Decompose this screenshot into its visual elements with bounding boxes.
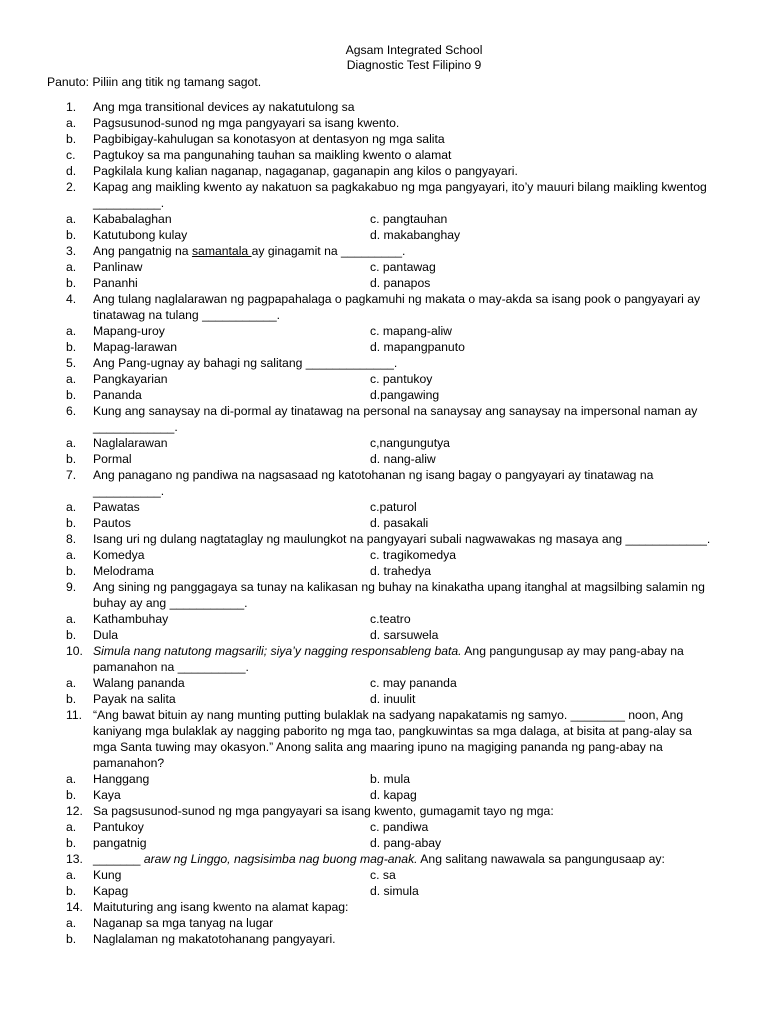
question-4: 4. Ang tulang naglalarawan ng pagpapahalaga o pagkamuhi ng makata o may-akda sa isang pook o pangyayari ay tinatawag na tulang ___________. <box>66 292 701 322</box>
school-name: Agsam Integrated School <box>345 43 483 57</box>
q1-choice-b: b. Pagbibigay-kahulugan sa konotasyon at dentasyon ng mga salita <box>66 132 445 146</box>
q9-choices-ac: a. Kathambuhay c.teatro <box>66 612 411 626</box>
test-title: Diagnostic Test Filipino 9 <box>346 58 482 72</box>
q14-choice-b: b. Naglalaman ng makatotohanang pangyayari. <box>66 932 336 946</box>
q4-choices-bd: b. Mapag-larawan d. mapangpanuto <box>66 340 465 354</box>
document-header <box>0 43 768 73</box>
q12-choices-ac: a. Pantukoy c. pandiwa <box>66 820 429 834</box>
question-8: 8. Isang uri ng dulang nagtataglay ng maulungkot na pangyayari subali nagwawakas ng masaya ang ____________. <box>66 532 711 546</box>
italic-sentence: Simula nang natutong magsarili; siya’y nagging responsableng bata. <box>93 644 462 658</box>
q6-choices-bd: b. Pormal d. nang-aliw <box>66 452 436 466</box>
question-12: 12. Sa pagsusunod-sunod ng mga pangyayari sa isang kwento, gumagamit tayo ng mga: <box>66 804 554 818</box>
question-2: 2. Kapag ang maikling kwento ay nakatuon sa pagkakabuo ng mga pangyayari, ito’y mauuri bilang maikling kwentog __________. <box>66 180 707 210</box>
q1-choice-d: d. Pagkilala kung kalian naganap, nagaganap, gaganapin ang kilos o pangyayari. <box>66 164 518 178</box>
q8-choices-bd: b. Melodrama d. trahedya <box>66 564 431 578</box>
question-3: 3. Ang pangatnig na samantala ay ginagamit na _________. <box>66 244 406 258</box>
question-13: 13. _______ araw ng Linggo, nagsisimba nag buong mag-anak. Ang salitang nawawala sa pangungusaap ay: <box>66 852 665 866</box>
question-6: 6. Kung ang sanaysay na di-pormal ay tinatawag na personal na sanaysay ang sanaysay na impersonal naman ay ____________. <box>66 404 698 434</box>
q1-choice-a: a. Pagsusunod-sunod ng mga pangyayari sa isang kwento. <box>66 116 400 130</box>
q6-choices-ac: a. Naglalarawan c,nangungutya <box>66 436 450 450</box>
question-5: 5. Ang Pang-ugnay ay bahagi ng salitang _____________. <box>66 356 398 370</box>
question-14: 14. Maituturing ang isang kwento na alamat kapag: <box>66 900 349 914</box>
q11-choices-ac: a. Hanggang b. mula <box>66 772 410 786</box>
italic-sentence: araw ng Linggo, nagsisimba nag buong mag-anak. <box>143 852 418 866</box>
q2-choices-bd: b. Katutubong kulay d. makabanghay <box>66 228 461 242</box>
question-7: 7. Ang panagano ng pandiwa na nagsasaad ng katotohanan ng isang bagay o pangyayari ay tinatawag na __________. <box>66 468 654 498</box>
q9-choices-bd: b. Dula d. sarsuwela <box>66 628 439 642</box>
q2-choices-ac: a. Kababalaghan c. pangtauhan <box>66 212 448 226</box>
q8-choices-ac: a. Komedya c. tragikomedya <box>66 548 457 562</box>
q10-choices-ac: a. Walang pananda c. may pananda <box>66 676 457 690</box>
q13-choices-ac: a. Kung c. sa <box>66 868 396 882</box>
q7-choices-ac: a. Pawatas c.paturol <box>66 500 417 514</box>
question-9: 9. Ang sining ng panggagaya sa tunay na kalikasan ng buhay na kinakatha upang itanghal at magsilbing salamin ng buhay ay ang ___________. <box>66 580 705 610</box>
q11-choices-bd: b. Kaya d. kapag <box>66 788 417 802</box>
question-11: 11. “Ang bawat bituin ay nang munting putting bulaklak na sadyang napakatamis ng samyo. ________ noon, Ang kaniyang mga bulaklak ay nagging paborito ng mga tao, pangkuwintas sa mga dalaga, at bisita at pang-alay sa mga Santa tuwing may okasyon.” Anong salita ang maaring ipuno na magiging pananda ng pang-abay na pamanahon? <box>66 708 692 770</box>
q5-choices-bd: b. Pananda d.pangawing <box>66 388 440 402</box>
q1-choice-c: c. Pagtukoy sa ma pangunahing tauhan sa maikling kwento o alamat <box>66 148 452 162</box>
question-10: 10. Simula nang natutong magsarili; siya’y nagging responsableng bata. Ang pangungusap ay may pang-abay na pamanahon na __________. <box>66 644 684 674</box>
q14-choice-a: a. Naganap sa mga tanyag na lugar <box>66 916 274 930</box>
q3-choices-ac: a. Panlinaw c. pantawag <box>66 260 436 274</box>
instructions: Panuto: Piliin ang titik ng tamang sagot. <box>47 75 262 89</box>
q7-choices-bd: b. Pautos d. pasakali <box>66 516 429 530</box>
q10-choices-bd: b. Payak na salita d. inuulit <box>66 692 416 706</box>
q4-choices-ac: a. Mapang-uroy c. mapang-aliw <box>66 324 452 338</box>
q3-choices-bd: b. Pananhi d. panapos <box>66 276 431 290</box>
q13-choices-bd: b. Kapag d. simula <box>66 884 419 898</box>
q12-choices-bd: b. pangatnig d. pang-abay <box>66 836 442 850</box>
underlined-word: samantala <box>191 244 252 258</box>
question-1: 1. Ang mga transitional devices ay nakatutulong sa <box>66 100 355 114</box>
q5-choices-ac: a. Pangkayarian c. pantukoy <box>66 372 433 386</box>
